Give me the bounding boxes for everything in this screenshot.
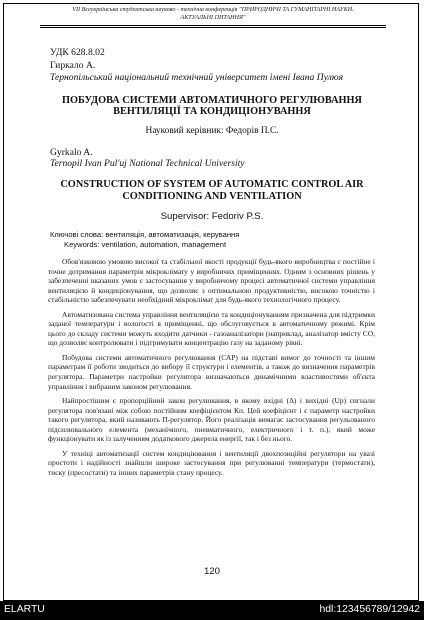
- author-ua: Гиркало А.: [50, 60, 96, 71]
- supervisor-en: Supervisor: Fedoriv P.S.: [160, 211, 264, 222]
- title-en: CONSTRUCTION OF SYSTEM OF AUTOMATIC CONTROL AIR CONDITIONING AND VENTILATION: [60, 179, 364, 202]
- affiliation-ua: Тернопільський національний технічний університет імені Івана Пулюя: [50, 72, 344, 83]
- supervisor-ua: Науковий керівник: Федорів П.С.: [145, 126, 279, 136]
- conference-header-line2: АКТУАЛЬНІ ПИТАННЯ": [180, 14, 246, 21]
- paragraph: Побудова системи автоматичного регулювання (САР) на підставі вимог до точності та іншим параметрам її роботи зводиться до вибору її структури і елементів, а також до визначення параметрів регулятора. Параметри настройки регулятора визначаються динамічними властивостями об'єкта управління і вибраним законом регулювання.: [48, 352, 375, 391]
- repository-label[interactable]: ELARTU: [4, 604, 45, 615]
- header-rule-thin: [40, 27, 386, 28]
- keywords-ua: Ключові слова: вентиляція, автоматизація, керування: [50, 230, 240, 239]
- title-ua: ПОБУДОВА СИСТЕМИ АВТОМАТИЧНОГО РЕГУЛЮВАННЯ ВЕНТИЛЯЦІЇ ТА КОНДИЦІОНУВАННЯ: [62, 95, 362, 118]
- header-rule: [40, 25, 386, 26]
- conference-header-line1: VII Всеукраїнська студентська науково - технічна конференція "ПРИРОДНИЧІ ТА ГУМАНІТАРНІ НАУКИ.: [72, 7, 354, 13]
- footer-bar: [0, 601, 424, 620]
- paragraph: Найпростішим є пропорційний закон регулювання, в якому вхідні (Δ) і вихідні (Up) сигнали регулятора пов'язані між собою постійним коефіцієнтом Кп. Цей коефіцієнт і є параметр настройки такого регулятора, який називають П-регулятор. Його реалізація вимагає застосування регульованого підсилювального елемента (механічного, пневматичного, електричного і т. п.), який може функціонувати як із залученням додаткового джерела енергії, так і без нього.: [48, 396, 375, 444]
- paragraph: Автоматизована система управління вентиляцією та кондиціонуванням призначена для підтримки заданої температури і вологості в приміщенні, що обслуговується в автоматичному режимі. Крім цього до складу системи можуть входити датчики - газоаналізатори (наприклад, аналізатор вмісту CO, що дозволяє контролювати і підтримувати концентрацію газу на заданому рівні.: [48, 309, 375, 348]
- author-en: Gyrkalo A.: [50, 147, 93, 158]
- paper-body: [48, 257, 375, 482]
- paragraph: У техніці автоматизації систем кондиціювання і вентиляції двохпозиційні регулятори на увазі простоти і надійності знайшли широке застосування при регулюванні температури (термостати), тиску (пресостати) та інших параметрів стану процесу.: [48, 448, 375, 477]
- paragraph: Обов'язковою умовою високої та стабільної якості продукції будь-якого виробництва є постійне і точне дотримання параметрів мікроклімату у виробничих приміщеннях. Одним з основних рішень у забезпеченні вказаних умов є застосування у виробничому процесі автоматичної системи управління вентиляцією й кондиціонування, що дозволяє з оптимальною продуктивністю, високою точністю і стабільністю забезпечувати необхідний мікроклімат для будь-якого технологічного процесу.: [48, 257, 375, 305]
- conference-header: [40, 7, 386, 22]
- affiliation-en: Ternopil Ivan Pul'uj National Technical University: [50, 158, 245, 169]
- udc-code: УДК 628.8.02: [50, 47, 105, 58]
- handle-link[interactable]: hdl:123456789/12942: [319, 604, 420, 615]
- page-number: 120: [203, 566, 220, 577]
- keywords-en: Keywords: ventilation, automation, management: [64, 240, 227, 249]
